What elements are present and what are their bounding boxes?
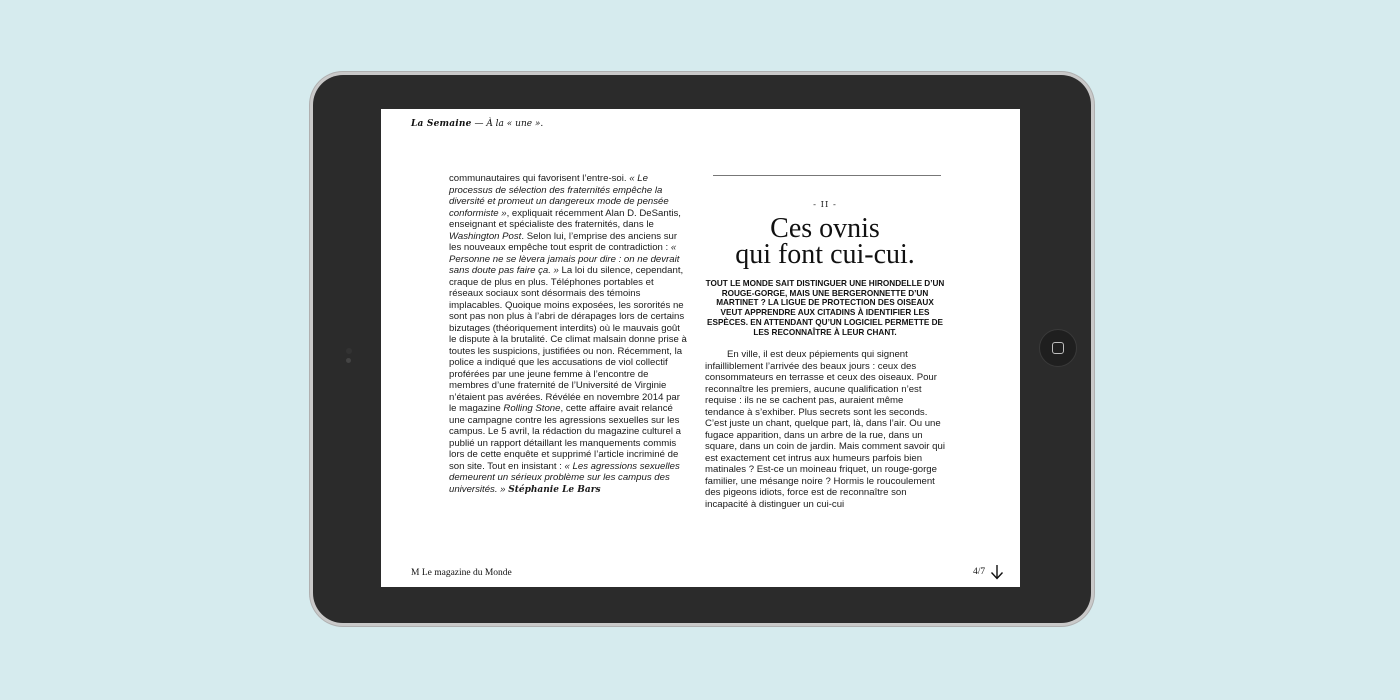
article-headline [705, 213, 945, 270]
sensor-dot [346, 358, 351, 363]
page-navigation [973, 564, 1004, 580]
italic-text-run: « Le processus de sélection des fraternités empêche la diversité et promeut un dangereux mode de pensée conformiste » [449, 173, 669, 219]
home-button[interactable] [1039, 329, 1077, 367]
article-standfirst: TOUT LE MONDE SAIT DISTINGUER UNE HIRONDELLE D’UN ROUGE-GORGE, MAIS UNE BERGERONNETTE D’UN MARTINET ? LA LIGUE DE PROTECTION DES OISEAUX VEUT APPRENDRE AUX CITADINS À IDENTIFIER LES ESPÈCES. EN ATTENDANT QU’UN LOGICIEL PERMETTE DE LES RECONNAÎTRE À LEUR CHANT. [705, 279, 945, 337]
body-paragraph: En ville, il est deux pépiements qui signent infailliblement l’arrivée des beaux jours : ceux des consommateurs en terrasse et ceux des oiseaux. Pour reconnaître les premiers, aucune qualification n’est requise : ils ne se cachent pas, auraient même tendance à s’exhiber. Plus secrets sont les seconds. C’est juste un chant, quelque part, là, dans l’air. Ou une fugace apparition, dans un arbre de la rue, dans un square, dans un coin de jardin. Mais comment savoir qui est exactement cet intrus aux humeurs parfois bien matinales ? Est-ce un moineau friquet, un rouge-gorge familier, une mésange noire ? Hormis le roucoulement des pigeons idiots, force est de reconnaître son incapacité à distinguer un cui-cui [705, 349, 945, 510]
headline-line-1: Ces ovnis [770, 213, 880, 244]
headline-line-2: qui font cui-cui. [735, 239, 915, 270]
magazine-name: M Le magazine du Monde [411, 568, 512, 578]
arrow-down-icon[interactable] [990, 564, 1004, 580]
section-brand: La Semaine [411, 119, 472, 129]
header-separator: — [474, 119, 484, 129]
page-indicator: 4/7 [973, 567, 986, 577]
author-signature: Stéphanie Le Bars [508, 484, 601, 495]
text-run: La loi du silence, cependant, craque de plus en plus. Téléphones portables et réseaux sociaux sont désormais des témoins implacables. Quoique moins exposées, les sororités ne sont pas non plus à l’abri de dérapages lors de certains bizutages (théoriquement interdits) où le mauvais goût le dispute à la brutalité. Ce climat malsain donne prise à toutes les suspicions, justifiées ou non. Récemment, la police a indiqué que les accusations de viol collectif proférées par une jeune femme à l’encontre de membres d’une fraternité de l’Université de Virginie n’étaient pas avérées. Révélée en novembre 2014 par le magazine [449, 265, 687, 414]
italic-text-run: « Personne ne se lèvera jamais pour dire : on ne devrait sans doute pas faire ça. » [449, 242, 680, 276]
left-column-text [449, 173, 689, 496]
running-head [411, 119, 543, 129]
italic-text-run: Washington Post [449, 230, 522, 242]
camera-icon [346, 348, 352, 354]
home-button-icon [1052, 342, 1064, 354]
text-run: . Selon lui, l’emprise des anciens sur les nouveaux empêche tout esprit de contradiction : [449, 230, 678, 253]
text-run: , expliquait récemment Alan D. DeSantis, enseignant et spécialiste des fraternités, dans le [449, 207, 681, 230]
article-column-left [449, 173, 689, 496]
article-column-right [705, 173, 945, 510]
reader-screen [381, 109, 1020, 587]
italic-text-run: « Les agressions sexuelles demeurent un sérieux problème sur les campus des universités. » [449, 460, 680, 495]
text-run: , cette affaire avait relancé une campagne contre les agressions sexuelles sur les campus. Le 5 avril, la rédaction du magazine culturel a publié un rapport détaillant les manquements commis lors de cette enquête et supprimé l’article incriminé de son site. Tout en insistant : [449, 403, 681, 472]
top-rule [713, 175, 941, 176]
italic-text-run: Rolling Stone [503, 403, 561, 414]
part-number: - II - [813, 200, 837, 210]
text-run: communautaires qui favorisent l’entre-soi. [449, 173, 630, 184]
article-body [705, 349, 945, 510]
section-title: À la « une ». [486, 119, 544, 129]
